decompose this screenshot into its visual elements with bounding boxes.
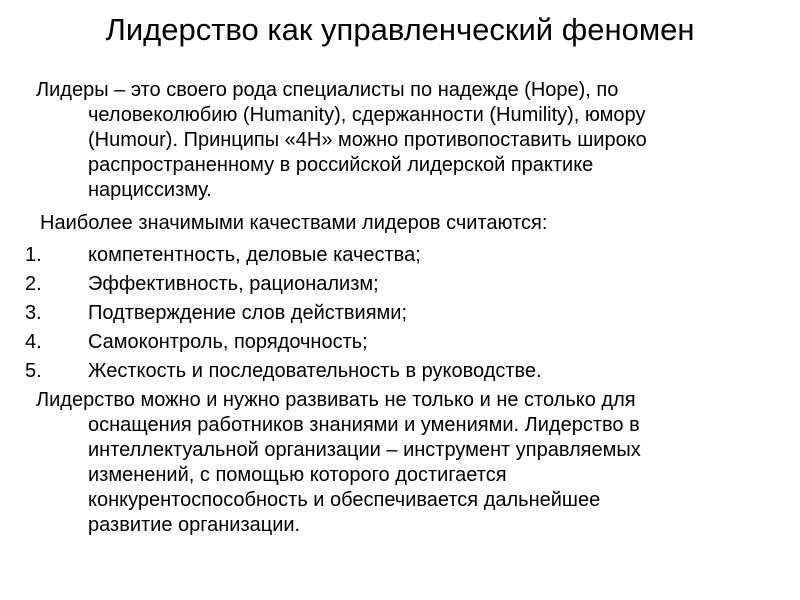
list-item bbox=[0, 330, 770, 355]
paragraph-line: конкурентоспособность и обеспечивается дальнейшее bbox=[88, 489, 601, 511]
paragraph-line: Лидеры – это своего рода специалисты по надежде (Hope), по bbox=[36, 79, 619, 101]
list-item-number: 5. bbox=[25, 360, 42, 382]
list-intro: Наиболее значимыми качествами лидеров считаются: bbox=[40, 212, 548, 234]
paragraph-line: оснащения работников знаниями и умениями. Лидерство в bbox=[88, 414, 640, 436]
list-item-text: компетентность, деловые качества; bbox=[88, 244, 421, 266]
paragraph-line: нарциссизму. bbox=[88, 179, 212, 201]
list-item bbox=[0, 272, 770, 297]
list-item-text: Самоконтроль, порядочность; bbox=[88, 331, 368, 353]
list-item bbox=[0, 243, 770, 268]
list-item bbox=[0, 359, 770, 384]
paragraph-line: развитие организации. bbox=[88, 514, 301, 536]
list-item-text: Жесткость и последовательность в руководстве. bbox=[88, 360, 542, 382]
list-item-number: 1. bbox=[25, 244, 42, 266]
paragraph-line: изменений, с помощью которого достигается bbox=[88, 464, 507, 486]
slide-body bbox=[0, 78, 770, 546]
paragraph-line: распространенному в российской лидерской практике bbox=[88, 154, 594, 176]
paragraph-line: интеллектуальной организации – инструмент управляемых bbox=[88, 439, 641, 461]
slide-title: Лидерство как управленческий феномен bbox=[105, 12, 695, 47]
list-item-text: Эффективность, рационализм; bbox=[88, 273, 379, 295]
list-item bbox=[0, 301, 770, 326]
paragraph-leadership-development bbox=[0, 388, 770, 538]
paragraph-line: (Humour). Принципы «4H» можно противопоставить широко bbox=[88, 129, 647, 151]
list-item-number: 2. bbox=[25, 273, 42, 295]
list-item-number: 4. bbox=[25, 331, 42, 353]
paragraph-line: человеколюбию (Humanity), сдержанности (Humility), юмору bbox=[88, 104, 646, 126]
qualities-list bbox=[0, 243, 770, 384]
list-item-text: Подтверждение слов действиями; bbox=[88, 302, 408, 324]
paragraph-line: Лидерство можно и нужно развивать не только и не столько для bbox=[36, 389, 636, 411]
list-item-number: 3. bbox=[25, 302, 42, 324]
paragraph-leaders-hope bbox=[0, 78, 770, 203]
